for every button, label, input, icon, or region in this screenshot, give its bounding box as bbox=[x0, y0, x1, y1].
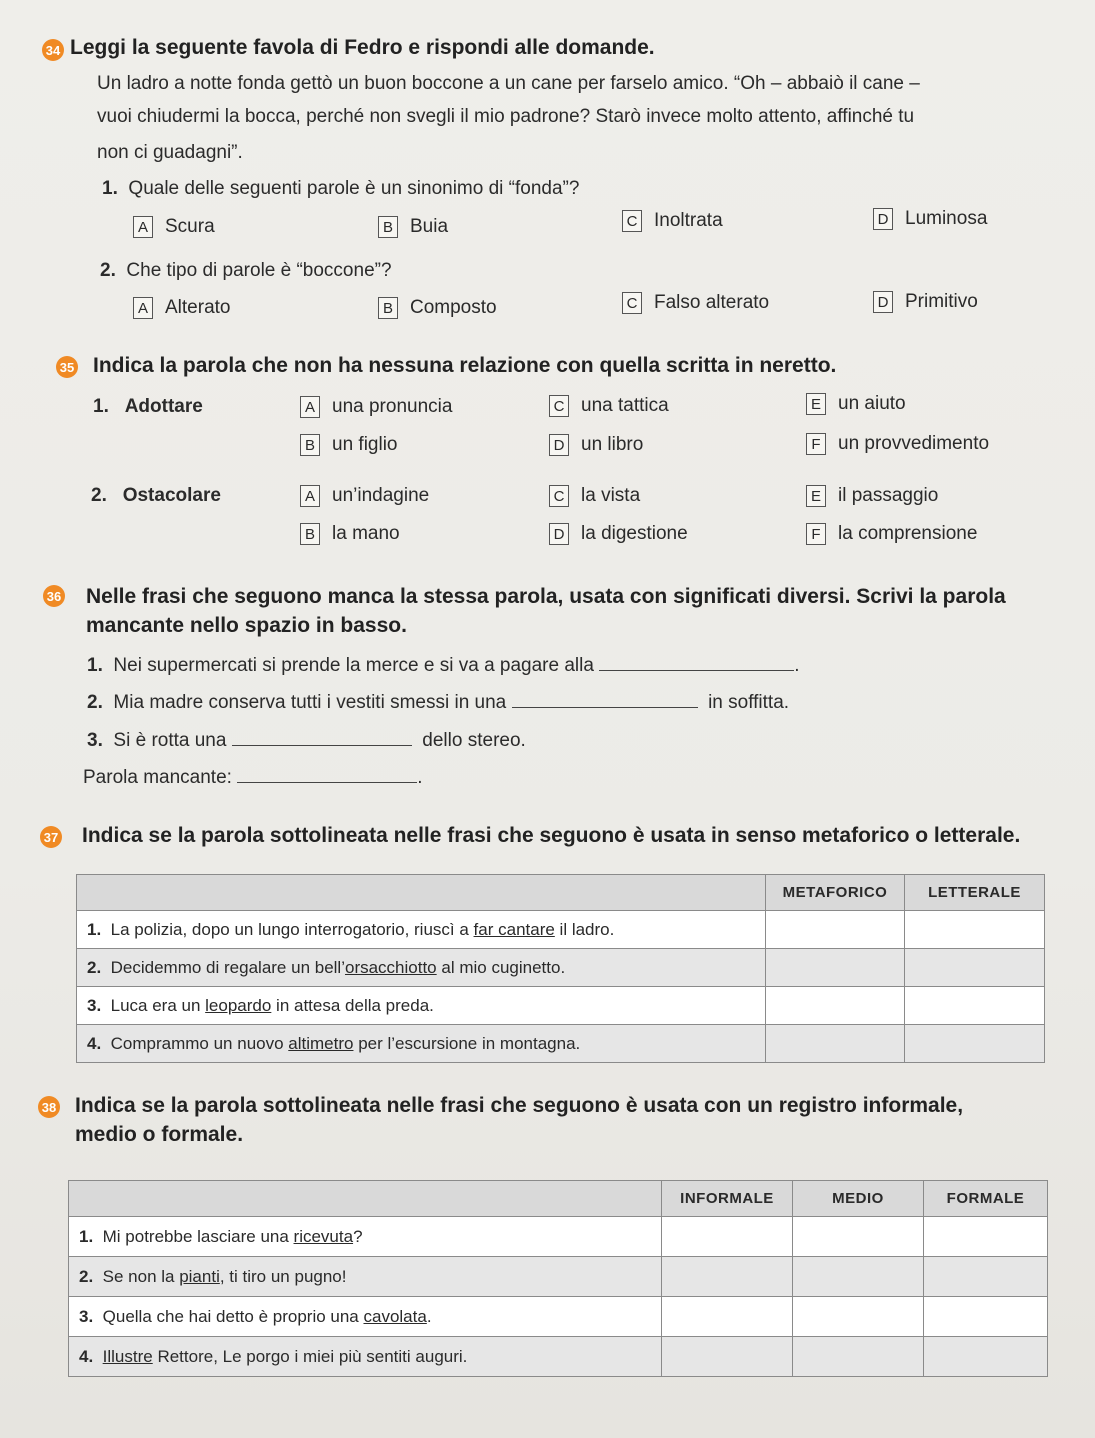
exercise-37-title: Indica se la parola sottolineata nelle frasi che seguono è usata in senso metaforico o letterale. bbox=[82, 824, 1021, 847]
option-35-2-b[interactable]: B la mano bbox=[300, 523, 400, 545]
table-row: 4. Comprammo un nuovo altimetro per l’escursione in montagna. bbox=[77, 1025, 1045, 1063]
option-35-2-c[interactable]: C la vista bbox=[549, 485, 640, 507]
exercise-38-title-line-1: Indica se la parola sottolineata nelle frasi che seguono è usata con un registro informale, bbox=[75, 1094, 964, 1117]
sentence-36-2: 2. Mia madre conserva tutti i vestiti smessi in una in soffitta. bbox=[87, 692, 790, 713]
option-35-1-c[interactable]: C una tattica bbox=[549, 395, 669, 417]
sentence-36-1: 1. Nei supermercati si prende la merce e si va a pagare alla . bbox=[87, 655, 800, 676]
blank-input-3[interactable] bbox=[232, 745, 412, 746]
option-35-1-b[interactable]: B un figlio bbox=[300, 434, 398, 456]
option-34-2-b[interactable]: B Composto bbox=[378, 297, 497, 319]
answer-input[interactable] bbox=[237, 782, 417, 783]
table-row: 3. Quella che hai detto è proprio una cavolata. bbox=[69, 1297, 1048, 1337]
table-row: 2. Decidemmo di regalare un bell’orsacchiotto al mio cuginetto. bbox=[77, 949, 1045, 987]
option-35-2-e[interactable]: E il passaggio bbox=[806, 485, 938, 507]
option-34-2-a[interactable]: A Alterato bbox=[133, 297, 230, 319]
option-34-1-d[interactable]: D Luminosa bbox=[873, 208, 987, 230]
option-34-2-d[interactable]: D Primitivo bbox=[873, 291, 978, 313]
table-37 bbox=[76, 874, 1045, 1063]
exercise-35-badge: 35 bbox=[56, 356, 78, 378]
table-row: 2. Se non la pianti, ti tiro un pugno! bbox=[69, 1257, 1048, 1297]
bold-word: Ostacolare bbox=[122, 485, 221, 506]
cell-medio[interactable] bbox=[793, 1257, 924, 1297]
option-35-1-e[interactable]: E un aiuto bbox=[806, 393, 906, 415]
cell-metaforico[interactable] bbox=[766, 911, 905, 949]
table-row: 1. Mi potrebbe lasciare una ricevuta? bbox=[69, 1217, 1048, 1257]
question-number: 1. bbox=[102, 178, 118, 199]
cell-medio[interactable] bbox=[793, 1217, 924, 1257]
option-35-1-d[interactable]: D un libro bbox=[549, 434, 643, 456]
option-35-2-f[interactable]: F la comprensione bbox=[806, 523, 977, 545]
cell-informale[interactable] bbox=[662, 1337, 793, 1377]
col-formale: FORMALE bbox=[924, 1181, 1048, 1217]
col-informale: INFORMALE bbox=[662, 1181, 793, 1217]
table-row: 3. Luca era un leopardo in attesa della preda. bbox=[77, 987, 1045, 1025]
cell-medio[interactable] bbox=[793, 1337, 924, 1377]
option-34-1-b[interactable]: B Buia bbox=[378, 216, 448, 238]
bold-word: Adottare bbox=[124, 396, 203, 417]
cell-formale[interactable] bbox=[924, 1257, 1048, 1297]
table-38 bbox=[68, 1180, 1048, 1377]
fable-line-2: vuoi chiudermi la bocca, perché non svegli il mio padrone? Starò invece molto attento, affinché tu bbox=[97, 106, 915, 127]
col-metaforico: METAFORICO bbox=[766, 875, 905, 911]
cell-informale[interactable] bbox=[662, 1297, 793, 1337]
option-34-1-a[interactable]: A Scura bbox=[133, 216, 215, 238]
answer-line-36: Parola mancante: . bbox=[83, 767, 423, 788]
cell-letterale[interactable] bbox=[905, 911, 1045, 949]
blank-input-1[interactable] bbox=[599, 670, 794, 671]
option-35-1-f[interactable]: F un provvedimento bbox=[806, 433, 989, 455]
exercise-35-title: Indica la parola che non ha nessuna relazione con quella scritta in neretto. bbox=[93, 354, 837, 377]
col-letterale: LETTERALE bbox=[905, 875, 1045, 911]
option-34-2-c[interactable]: C Falso alterato bbox=[622, 292, 769, 314]
cell-letterale[interactable] bbox=[905, 987, 1045, 1025]
exercise-38-title-line-2: medio o formale. bbox=[75, 1123, 244, 1146]
exercise-37-badge: 37 bbox=[40, 826, 62, 848]
table-row: 1. La polizia, dopo un lungo interrogatorio, riuscì a far cantare il ladro. bbox=[77, 911, 1045, 949]
blank-input-2[interactable] bbox=[512, 707, 698, 708]
exercise-38-badge: 38 bbox=[38, 1096, 60, 1118]
cell-letterale[interactable] bbox=[905, 1025, 1045, 1063]
option-34-1-c[interactable]: C Inoltrata bbox=[622, 210, 723, 232]
question-34-2 bbox=[100, 260, 392, 282]
fable-line-1: Un ladro a notte fonda gettò un buon boccone a un cane per farselo amico. “Oh – abbaiò il cane – bbox=[97, 73, 920, 94]
exercise-36-title-line-2: mancante nello spazio in basso. bbox=[86, 614, 407, 637]
question-35-2: 2. Ostacolare bbox=[91, 485, 221, 506]
question-number: 2. bbox=[100, 260, 116, 281]
col-medio: MEDIO bbox=[793, 1181, 924, 1217]
cell-medio[interactable] bbox=[793, 1297, 924, 1337]
fable-line-3: non ci guadagni”. bbox=[97, 142, 243, 163]
exercise-36-title-line-1: Nelle frasi che seguono manca la stessa parola, usata con significati diversi. Scrivi la parola bbox=[86, 585, 1006, 608]
cell-formale[interactable] bbox=[924, 1337, 1048, 1377]
cell-letterale[interactable] bbox=[905, 949, 1045, 987]
sentence-36-3: 3. Si è rotta una dello stereo. bbox=[87, 730, 526, 751]
cell-metaforico[interactable] bbox=[766, 987, 905, 1025]
question-34-1 bbox=[102, 178, 579, 200]
option-35-2-d[interactable]: D la digestione bbox=[549, 523, 688, 545]
exercise-34-badge: 34 bbox=[42, 39, 64, 61]
exercise-36-badge: 36 bbox=[43, 585, 65, 607]
cell-informale[interactable] bbox=[662, 1217, 793, 1257]
cell-formale[interactable] bbox=[924, 1217, 1048, 1257]
cell-metaforico[interactable] bbox=[766, 949, 905, 987]
question-35-1: 1. Adottare bbox=[93, 396, 203, 417]
cell-formale[interactable] bbox=[924, 1297, 1048, 1337]
question-text: Quale delle seguenti parole è un sinonimo di “fonda”? bbox=[128, 178, 580, 199]
exercise-34-title: Leggi la seguente favola di Fedro e rispondi alle domande. bbox=[70, 36, 655, 59]
table-row: 4. Illustre Rettore, Le porgo i miei più sentiti auguri. bbox=[69, 1337, 1048, 1377]
cell-informale[interactable] bbox=[662, 1257, 793, 1297]
cell-metaforico[interactable] bbox=[766, 1025, 905, 1063]
option-35-2-a[interactable]: A un’indagine bbox=[300, 485, 429, 507]
option-35-1-a[interactable]: A una pronuncia bbox=[300, 396, 452, 418]
question-text: Che tipo di parole è “boccone”? bbox=[126, 260, 392, 281]
